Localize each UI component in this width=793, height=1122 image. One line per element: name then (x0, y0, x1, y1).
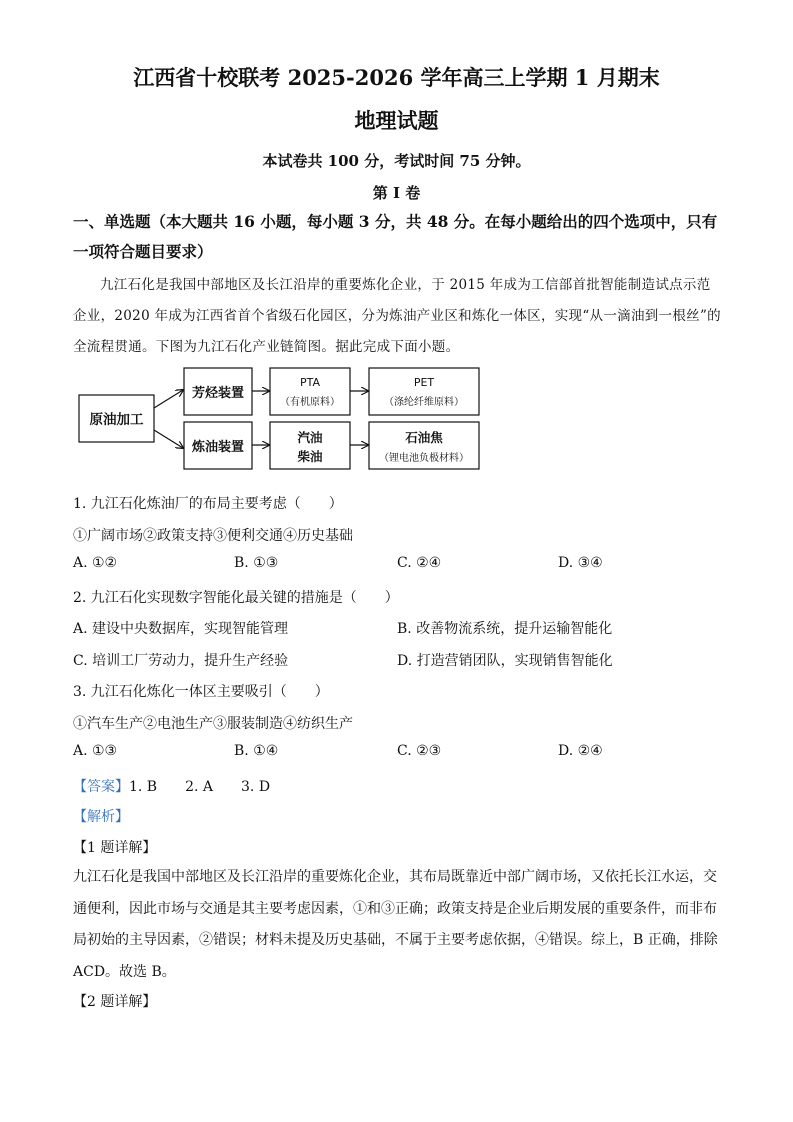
question-2-option-c: C. 培训工厂劳动力，提升生产经验 (73, 653, 289, 669)
label-petroleum-coke: 石油焦 (405, 430, 443, 445)
answer-line (73, 776, 270, 796)
answer-values: 1. B 2. A 3. D (129, 779, 271, 795)
question-1-option-b: B. ①③ (234, 555, 279, 571)
arrow-root-to-refining (154, 430, 183, 448)
exam-title: 江西省十校联考 2025-2026 学年高三上学期 1 月期末 (133, 65, 660, 90)
question-1-stem: 1. 九江石化炼油厂的布局主要考虑（ ） (73, 496, 343, 512)
label-pet-sub: （涤纶纤维原料） (384, 397, 464, 408)
label-pta: PTA (299, 376, 321, 389)
label-pta-sub: （有机原料） (280, 397, 340, 408)
question-3-option-c: C. ②③ (397, 743, 442, 759)
question-2-stem: 2. 九江石化实现数字智能化最关键的措施是（ ） (73, 590, 399, 606)
detail-1-heading: 【1 题详解】 (73, 840, 157, 856)
exam-info: 本试卷共 100 分，考试时间 75 分钟。 (262, 152, 531, 170)
answer-tag: 【答案】 (73, 779, 129, 795)
arrow-root-to-aromatics (154, 390, 183, 408)
question-3-option-d: D. ②④ (558, 743, 603, 759)
label-crude-processing: 原油加工 (89, 412, 144, 428)
question-1-option-a: A. ①② (73, 555, 118, 571)
section-heading: 一、单选题（本大题共 16 小题，每小题 3 分，共 48 分。在每小题给出的四个选项中，只有一项符合题目要求） (73, 212, 718, 261)
question-2-option-a: A. 建设中央数据库，实现智能管理 (73, 621, 289, 637)
label-pet: PET (413, 376, 435, 389)
volume-label: 第 I 卷 (372, 184, 421, 202)
question-2-option-b: B. 改善物流系统，提升运输智能化 (397, 621, 613, 637)
question-3-choices: ①汽车生产②电池生产③服装制造④纺织生产 (73, 716, 353, 732)
question-3-option-a: A. ①③ (73, 743, 118, 759)
passage-text: 九江石化是我国中部地区及长江沿岸的重要炼化企业，于 2015 年成为工信部首批智能制造试点示范企业，2020 年成为江西省首个省级石化园区，分为炼油产业区和炼化一体区，实现“从一滴油到一根丝”的全流程贯通。下图为九江石化产业链简图。据此完成下面小题。 (73, 277, 721, 355)
question-3-option-b: B. ①④ (234, 743, 279, 759)
label-refining-unit: 炼油装置 (191, 440, 245, 455)
question-1-option-d: D. ③④ (558, 555, 603, 571)
question-1-option-c: C. ②④ (397, 555, 442, 571)
detail-1-text: 九江石化是我国中部地区及长江沿岸的重要炼化企业，其布局既靠近中部广阔市场，又依托长江水运，交通便利，因此市场与交通是其主要考虑因素，①和③正确；政策支持是企业后期发展的重要条件，而非布局初始的主导因素，②错误；材料未提及历史基础，不属于主要考虑依据，④错误。综上，B 正确，排除 ACD。故选 B。 (73, 869, 718, 980)
label-petroleum-coke-sub: （锂电池负极材料） (379, 453, 469, 464)
label-aromatics-unit: 芳烃装置 (191, 386, 245, 401)
detail-2-heading: 【2 题详解】 (73, 994, 157, 1010)
subject-title: 地理试题 (354, 108, 439, 133)
question-1-choices: ①广阔市场②政策支持③便利交通④历史基础 (73, 528, 353, 544)
label-diesel: 柴油 (297, 449, 323, 464)
question-3-stem: 3. 九江石化炼化一体区主要吸引（ ） (73, 684, 329, 700)
question-2-option-d: D. 打造营销团队，实现销售智能化 (397, 653, 613, 669)
label-gasoline: 汽油 (297, 430, 323, 445)
analysis-tag: 【解析】 (73, 809, 129, 825)
